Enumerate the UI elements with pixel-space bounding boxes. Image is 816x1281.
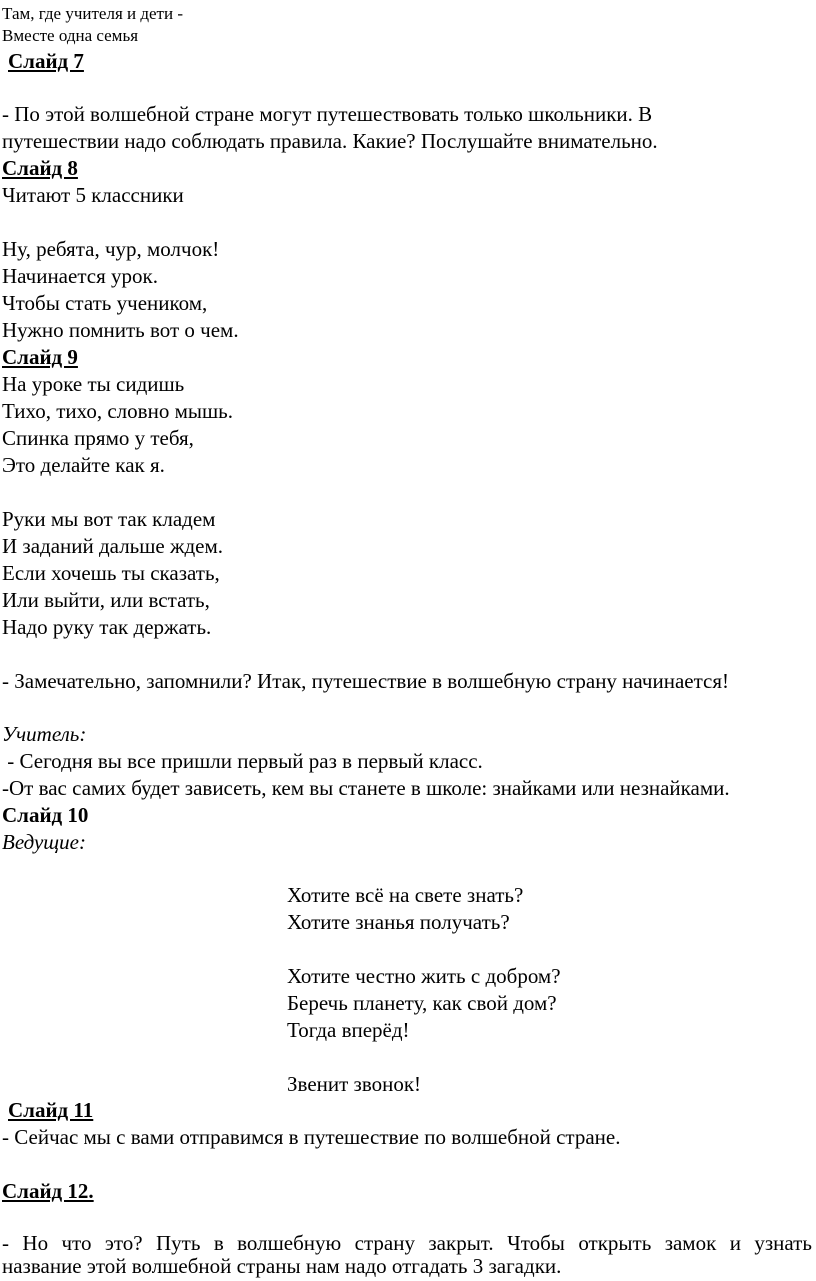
slide-7-heading: Слайд 7 <box>8 49 84 73</box>
word: что <box>61 1231 92 1255</box>
slide-10-poem-line: Звенит звонок! <box>287 1072 422 1096</box>
slide-9-poem-line: Или выйти, или встать, <box>2 588 210 612</box>
word: Но <box>22 1231 49 1255</box>
slide-10-poem-line: Хотите всё на свете знать? <box>287 883 524 907</box>
slide-9-poem-line: Надо руку так держать. <box>2 615 212 639</box>
slide-11-heading: Слайд 11 <box>8 1098 94 1122</box>
word: Чтобы <box>507 1231 565 1255</box>
slide-9-heading: Слайд 9 <box>2 345 78 369</box>
slide-8-poem-line: Ну, ребята, чур, молчок! <box>2 237 220 261</box>
word: замок <box>664 1231 717 1255</box>
hosts-label: Ведущие: <box>2 830 86 854</box>
slide-9-poem-line: Тихо, тихо, словно мышь. <box>2 399 233 423</box>
slide-7-text-line-1: - По этой волшебной стране могут путешествовать только школьники. В <box>2 102 653 126</box>
teacher-line-1: - Сегодня вы все пришли первый раз в первый класс. <box>2 749 483 773</box>
slide-10-heading: Слайд 10 <box>2 803 89 827</box>
word: узнать <box>754 1231 812 1255</box>
word: Путь <box>156 1231 201 1255</box>
word: это? <box>104 1231 143 1255</box>
slide-10-poem-line: Тогда вперёд! <box>287 1018 410 1042</box>
slide-9-poem-line: Это делайте как я. <box>2 453 165 477</box>
slide-8-heading: Слайд 8 <box>2 156 78 180</box>
slide-8-poem-line: Нужно помнить вот о чем. <box>2 318 239 342</box>
epigraph-line-2: Вместе одна семья <box>2 26 139 45</box>
slide-9-poem-line: На уроке ты сидишь <box>2 372 185 396</box>
word: страну <box>354 1231 415 1255</box>
slide-8-poem-line: Начинается урок. <box>2 264 158 288</box>
slide-12-text-line-2: название этой волшебной страны нам надо отгадать 3 загадки. <box>2 1254 562 1278</box>
slide-10-poem-line: Хотите знанья получать? <box>287 910 510 934</box>
epigraph-line-1: Там, где учителя и дети - <box>2 4 183 23</box>
word: закрыт. <box>428 1231 494 1255</box>
slide-11-text: - Сейчас мы с вами отправимся в путешествие по волшебной стране. <box>2 1125 621 1149</box>
teacher-label: Учитель: <box>2 722 87 746</box>
slide-10-poem-line: Хотите честно жить с добром? <box>287 964 561 988</box>
word: в <box>213 1231 224 1255</box>
word: - <box>2 1231 9 1255</box>
slide-9-poem-line: Если хочешь ты сказать, <box>2 561 220 585</box>
word: открыть <box>578 1231 652 1255</box>
slide-7-text-line-2: путешествии надо соблюдать правила. Какие? Послушайте внимательно. <box>2 129 658 153</box>
slide-12-heading: Слайд 12. <box>2 1179 94 1203</box>
teacher-line-2: -От вас самих будет зависеть, кем вы станете в школе: знайками или незнайками. <box>2 776 730 800</box>
slide-8-intro: Читают 5 классники <box>2 183 184 207</box>
word: волшебную <box>237 1231 342 1255</box>
slide-8-poem-line: Чтобы стать учеником, <box>2 291 208 315</box>
slide-10-poem-line: Беречь планету, как свой дом? <box>287 991 557 1015</box>
slide-9-closing: - Замечательно, запомнили? Итак, путешествие в волшебную страну начинается! <box>2 669 729 693</box>
slide-9-poem-line: Спинка прямо у тебя, <box>2 426 194 450</box>
slide-9-poem-line: И заданий дальше ждем. <box>2 534 224 558</box>
slide-9-poem-line: Руки мы вот так кладем <box>2 507 216 531</box>
word: и <box>729 1231 741 1255</box>
